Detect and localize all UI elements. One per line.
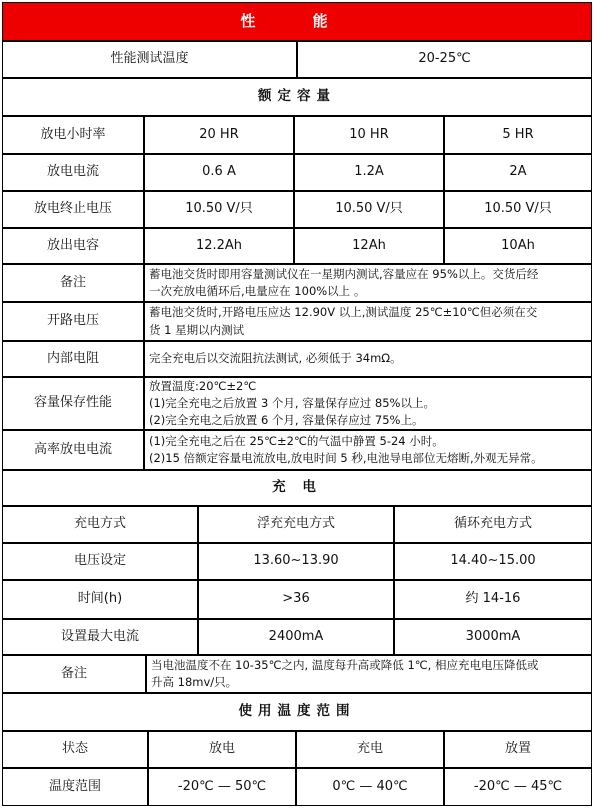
charge-time-label: 时间(h)	[2, 580, 198, 619]
retention-text	[144, 377, 592, 430]
rate-20hr: 20 HR	[144, 116, 294, 154]
retention-line: (2)完全充电之后放置 6 个月, 容量保存应过 75%上。	[149, 413, 424, 428]
current-20hr: 0.6 A	[144, 154, 294, 191]
high-rate-line: (2)15 倍额定容量电流放电,放电时间 5 秒,电池导电部位无熔断,外观无异常。	[149, 451, 543, 465]
output-capacity-5hr: 10Ah	[444, 228, 592, 264]
ocv-line: 货 1 星期以内测试	[149, 322, 245, 337]
charge-method-cycle: 循环充电方式	[394, 506, 592, 543]
output-capacity-10hr: 12Ah	[294, 228, 444, 264]
charge-remarks-line: 升高 18mv/只。	[151, 675, 238, 689]
header-title: 性 能	[240, 11, 354, 30]
end-voltage-20hr: 10.50 V/只	[144, 191, 294, 228]
end-voltage-10hr: 10.50 V/只	[294, 191, 444, 228]
rate-5hr: 5 HR	[444, 116, 592, 154]
max-current-cycle: 3000mA	[394, 619, 592, 655]
internal-res-text	[144, 341, 592, 377]
section-title-charge: 充 电	[2, 470, 592, 506]
current-10hr: 1.2A	[294, 154, 444, 191]
voltage-setting-cycle: 14.40~15.00	[394, 543, 592, 580]
output-capacity-20hr: 12.2Ah	[144, 228, 294, 264]
section-title-rated-capacity: 额定容量	[2, 78, 592, 116]
remarks-text	[144, 264, 592, 302]
state-label: 状态	[2, 731, 148, 768]
max-current-float: 2400mA	[198, 619, 394, 655]
perf-temp-label: 性能测试温度	[2, 41, 297, 78]
output-capacity-label: 放出电容	[2, 228, 144, 264]
charge-remarks-line: 当电池温度不在 10-35℃之内, 温度每升高或降低 1℃, 相应充电电压降低或	[151, 657, 539, 672]
high-rate-line: (1)完全充电之后在 25℃±2℃的气温中静置 5-24 小时。	[149, 433, 444, 448]
ocv-line: 蓄电池交货时,开路电压应达 12.90V 以上,测试温度 25℃±10℃但必须在交	[149, 305, 538, 320]
temp-range-storage: -20℃ — 45℃	[444, 768, 592, 806]
ocv-text	[144, 302, 592, 341]
high-rate-text	[144, 430, 592, 470]
remarks-line: 蓄电池交货时即用容量测试仪在一星期内测试,容量应在 95%以上。交货后经	[149, 266, 539, 281]
retention-line: 放置温度:20℃±2℃	[149, 378, 257, 393]
internal-res-label: 内部电阻	[2, 341, 144, 377]
perf-temp-value: 20-25℃	[297, 41, 592, 78]
current-5hr: 2A	[444, 154, 592, 191]
charge-remarks-label: 备注	[2, 655, 146, 693]
remarks-line: 一次充放电循环后,电量应在 100%以上 。	[149, 284, 366, 298]
remarks-label: 备注	[2, 264, 144, 302]
state-discharge: 放电	[148, 731, 296, 768]
charge-time-float: >36	[198, 580, 394, 619]
rate-label: 放电小时率	[2, 116, 144, 154]
charge-time-cycle: 约 14-16	[394, 580, 592, 619]
voltage-setting-label: 电压设定	[2, 543, 198, 580]
temp-range-charge: 0℃ — 40℃	[296, 768, 444, 806]
voltage-setting-float: 13.60~13.90	[198, 543, 394, 580]
current-label: 放电电流	[2, 154, 144, 191]
high-rate-label: 高率放电电流	[2, 430, 144, 470]
rate-10hr: 10 HR	[294, 116, 444, 154]
ocv-label: 开路电压	[2, 302, 144, 341]
state-charge: 充电	[296, 731, 444, 768]
state-storage: 放置	[444, 731, 592, 768]
end-voltage-label: 放电终止电压	[2, 191, 144, 228]
end-voltage-5hr: 10.50 V/只	[444, 191, 592, 228]
retention-line: (1)完全充电之后放置 3 个月, 容量保存应过 85%以上。	[149, 395, 435, 410]
max-current-label: 设置最大电流	[2, 619, 198, 655]
temp-range-discharge: -20℃ — 50℃	[148, 768, 296, 806]
temp-range-label: 温度范围	[2, 768, 148, 806]
charge-remarks-text	[146, 655, 592, 693]
charge-method-float: 浮充充电方式	[198, 506, 394, 543]
section-header-performance	[2, 2, 592, 41]
charge-method-label: 充电方式	[2, 506, 198, 543]
retention-label: 容量保存性能	[2, 377, 144, 430]
internal-res-line: 完全充电后以交流阻抗法测试, 必须低于 34mΩ。	[149, 351, 402, 366]
section-title-usage-temp: 使用温度范围	[2, 693, 592, 731]
